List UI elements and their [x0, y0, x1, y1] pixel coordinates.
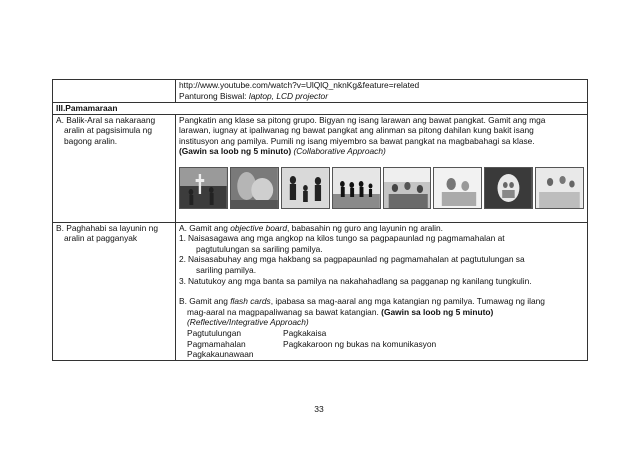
- objective-num: 1.: [179, 233, 186, 244]
- section-row: [53, 103, 588, 115]
- objective-board-line: [179, 223, 584, 234]
- part-b-label-line2: aralin at pagganyak: [64, 233, 138, 244]
- part-b-content: [176, 222, 588, 360]
- objective-num: 2.: [179, 254, 186, 265]
- flash-rest: , ipabasa sa mag-aaral ang mga katangian ng pamilya. Tumawag ng ilang: [270, 296, 545, 307]
- video-url[interactable]: http://www.youtube.com/watch?v=UlQlQ_nknKg&feature=related: [179, 80, 420, 90]
- trait-item: Pagkakaunawaan: [187, 349, 254, 360]
- visual-aids: [179, 91, 584, 102]
- family-picture-7: [484, 167, 533, 209]
- page-number: 33: [314, 404, 324, 414]
- flash-prefix: B. Gamit ang: [179, 296, 231, 307]
- objective-text: Naisasagawa ang mga angkop na kilos tungo sa pagpapaunlad ng pagmamahalan at: [188, 233, 505, 244]
- trait-row: [179, 349, 584, 360]
- part-a-label-line3: bagong aralin.: [64, 135, 118, 146]
- objective-text-cont: sariling pamilya.: [196, 264, 257, 275]
- part-b-label: [53, 222, 176, 360]
- objective-text: Naisasabuhay ang mga hakbang sa pagpapaunlad ng pagmamahalan at pagtutulungan sa: [188, 254, 525, 265]
- part-b-row: [53, 222, 588, 360]
- family-picture-strip: [179, 167, 584, 207]
- part-a-label-line1: A. Balik-Aral sa nakaraang: [56, 114, 156, 125]
- flash-cards-line: [179, 296, 584, 307]
- resources-row: [53, 80, 588, 103]
- trait-row: [179, 339, 584, 350]
- part-a-time: (Gawin sa loob ng 5 minuto): [179, 146, 292, 157]
- visual-aids-items: laptop, LCD projector: [248, 90, 328, 101]
- part-a-label-line2: aralin at pagsisimula ng: [64, 125, 152, 136]
- part-a-approach: (Collaborative Approach): [291, 146, 386, 157]
- lesson-plan-table: [52, 79, 588, 361]
- part-a-line2: larawan, iugnay at ipaliwanag ng bawat pangkat ang alinman sa pitong dahilan kung bakit isang: [179, 125, 534, 136]
- family-picture-2: [230, 167, 279, 209]
- objective-text: Natutukoy ang mga banta sa pamilya na nakahahadlang sa pagganap ng kanilang tungkulin.: [188, 275, 532, 286]
- section-title: III.Pamamaraan: [53, 103, 588, 115]
- family-picture-1: [179, 167, 228, 209]
- part-a-row: [53, 114, 588, 222]
- objective-rest: , babasahin ng guro ang layunin ng aralin.: [287, 222, 443, 233]
- part-a-line1: Pangkatin ang klase sa pitong grupo. Bigyan ng isang larawan ang bawat pangkat. Gamit ang mga: [179, 114, 546, 125]
- family-picture-3: [281, 167, 330, 209]
- family-picture-6: [433, 167, 482, 209]
- family-picture-8: [535, 167, 584, 209]
- visual-aids-label: Panturong Biswal:: [179, 90, 249, 101]
- flash-cards-term: flash cards: [230, 296, 271, 307]
- part-a-line3: institusyon ang pamilya. Pumili ng isang miyembro sa bawat pangkat na magbabahagi sa klase.: [179, 135, 535, 146]
- trait-item: Pagkakaisa: [283, 327, 327, 338]
- trait-item: Pagmamahalan: [187, 338, 246, 349]
- trait-item: Pagkakaroon ng bukas na komunikasyon: [283, 338, 437, 349]
- trait-row: [179, 328, 584, 339]
- flash-line2: [179, 307, 584, 318]
- family-picture-5: [383, 167, 432, 209]
- objective-item: [179, 276, 584, 287]
- objective-num: 3.: [179, 275, 186, 286]
- trait-item: Pagtutulungan: [187, 327, 242, 338]
- part-b-time: (Gawin sa loob ng 5 minuto): [381, 306, 494, 317]
- part-b-label-line1: B. Paghahabi sa layunin ng: [56, 222, 158, 233]
- part-a-time-line: [179, 146, 584, 157]
- objective-prefix: A. Gamit ang: [179, 222, 231, 233]
- family-picture-4: [332, 167, 381, 209]
- resources-cell: [176, 80, 588, 103]
- objectives-list: [179, 233, 584, 286]
- part-b-approach-text: (Reflective/Integrative Approach): [187, 317, 309, 328]
- empty-cell: [53, 80, 176, 103]
- objective-board-term: objective board: [230, 222, 288, 233]
- objective-item: [179, 254, 584, 275]
- objective-item: [179, 233, 584, 254]
- objective-text-cont: pagtutulungan sa sariling pamilya.: [196, 243, 323, 254]
- flash-line2-text: mag-aaral na magpapaliwanag sa bawat katangian.: [187, 306, 382, 317]
- part-a-label: [53, 114, 176, 222]
- part-a-content: [176, 114, 588, 222]
- part-b-approach: [179, 317, 584, 328]
